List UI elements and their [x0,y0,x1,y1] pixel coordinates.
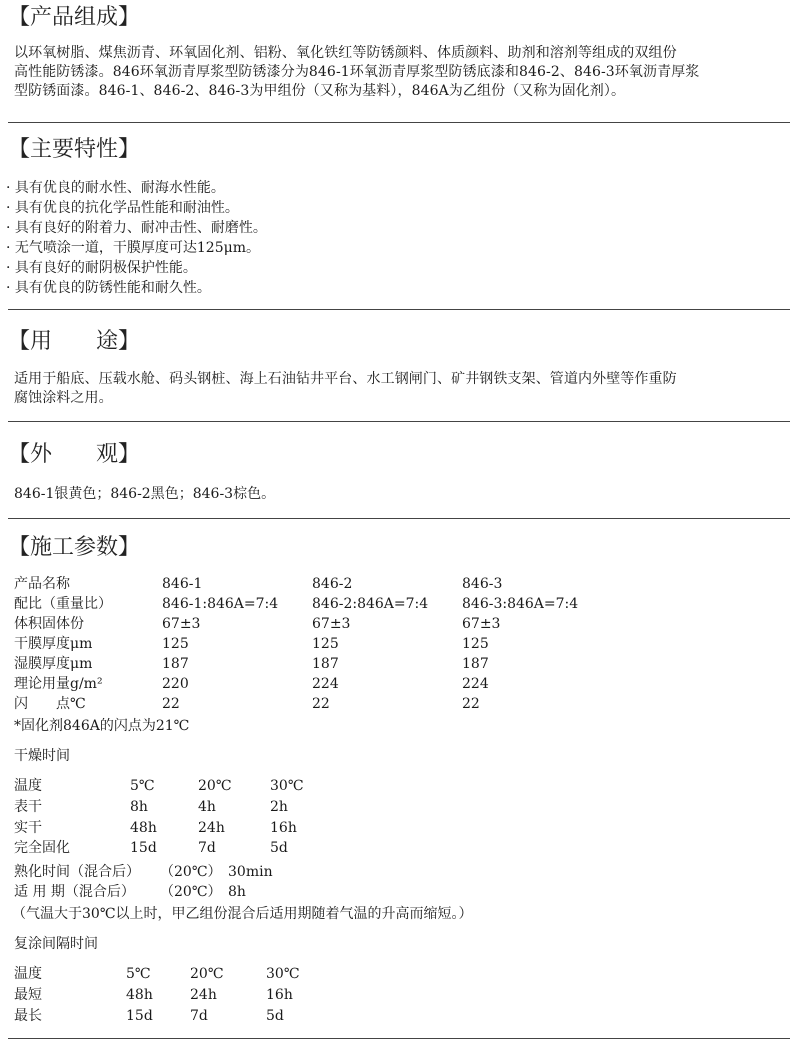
usage-line: 腐蚀涂料之用。 [14,390,113,406]
recoat-value: 48h [126,987,153,1003]
usage-line: 适用于船底、压载水舱、码头钢桩、海上石油钻井平台、水工钢闸门、矿井钢铁支架、管道内外壁等作重防 [14,371,677,387]
usage-text [14,370,794,408]
drying-label: 温度 [14,778,42,794]
drying-value: 15d [130,840,157,856]
recoat-value: 16h [266,987,293,1003]
recoat-value: 20℃ [190,966,224,982]
param-value: 846-1:846A=7:4 [162,596,279,612]
param-value: 22 [312,696,330,712]
param-label: 体积固体份 [14,616,84,632]
composition-text [14,44,794,101]
section-heading-features: 【主要特性】 [8,137,141,162]
param-value: 67±3 [462,616,501,632]
recoat-label: 最短 [14,987,42,1003]
drying-label: 实干 [14,820,42,836]
param-label: 干膜厚度μm [14,636,93,652]
drying-value: 2h [270,799,288,815]
recoat-value: 7d [190,1008,208,1024]
drying-value: 5d [270,840,288,856]
param-label: 产品名称 [14,576,70,592]
param-label: 理论用量g/m² [14,676,103,692]
cure-condition: （20℃） [160,864,222,880]
param-label: 闪 点℃ [14,696,86,712]
drying-value: 30℃ [270,778,304,794]
feature-item: · 具有良好的附着力、耐冲击性、耐磨性。 [6,220,267,236]
composition-line: 以环氧树脂、煤焦沥青、环氧固化剂、铝粉、氧化铁红等防锈颜料、体质颜料、助剂和溶剂等组成的双组份 [14,45,677,61]
param-label: 配比（重量比） [14,596,112,612]
drying-value: 48h [130,820,157,836]
cure-value: 30min [228,864,273,880]
param-value: 846-1 [162,576,203,592]
composition-line: 高性能防锈漆。846环氧沥青厚浆型防锈漆分为846-1环氧沥青厚浆型防锈底漆和846-2、846-3环氧沥青厚浆 [14,64,700,80]
cure-label: 适 用 期（混合后） [14,884,135,900]
section-divider [8,421,790,422]
param-value: 22 [162,696,180,712]
drying-value: 20℃ [198,778,232,794]
param-value: 224 [462,676,489,692]
param-value: 187 [312,656,339,672]
recoat-value: 5d [266,1008,284,1024]
recoat-label: 最长 [14,1008,42,1024]
recoat-value: 15d [126,1008,153,1024]
param-label: 湿膜厚度μm [14,656,93,672]
param-value: 125 [312,636,339,652]
drying-value: 8h [130,799,148,815]
feature-item: · 具有优良的抗化学品性能和耐油性。 [6,200,239,216]
cure-value: 8h [228,884,246,900]
param-value: 22 [462,696,480,712]
cure-condition: （20℃） [160,884,222,900]
drying-value: 24h [198,820,225,836]
feature-item: · 具有优良的耐水性、耐海水性能。 [6,180,225,196]
param-value: 220 [162,676,189,692]
param-value: 846-3 [462,576,503,592]
param-value: 846-2 [312,576,353,592]
section-divider [8,122,790,123]
param-value: 224 [312,676,339,692]
drying-value: 16h [270,820,297,836]
pot-life-note: （气温大于30℃以上时，甲乙组份混合后适用期随着气温的升高而缩短。） [12,906,473,922]
recoat-value: 24h [190,987,217,1003]
drying-label: 完全固化 [14,840,70,856]
recoat-interval-title: 复涂间隔时间 [14,936,98,952]
composition-line: 型防锈面漆。846-1、846-2、846-3为甲组份（又称为基料），846A为乙组份（又称为固化剂）。 [14,83,626,99]
section-divider [8,1038,790,1039]
param-value: 67±3 [162,616,201,632]
param-value: 846-2:846A=7:4 [312,596,429,612]
cure-label: 熟化时间（混合后） [14,864,140,880]
recoat-value: 30℃ [266,966,300,982]
section-divider [8,309,790,310]
flash-point-note: *固化剂846A的闪点为21℃ [14,718,190,734]
section-heading-usage: 【用 途】 [8,329,141,354]
section-heading-construction: 【施工参数】 [8,535,141,560]
recoat-value: 5℃ [126,966,151,982]
drying-label: 表干 [14,799,42,815]
section-heading-composition: 【产品组成】 [8,5,141,30]
param-value: 187 [462,656,489,672]
appearance-text: 846-1银黄色；846-2黑色；846-3棕色。 [14,486,276,502]
feature-item: · 具有良好的耐阴极保护性能。 [6,260,197,276]
param-value: 187 [162,656,189,672]
feature-item: · 无气喷涂一道，干膜厚度可达125μm。 [6,240,260,256]
drying-value: 7d [198,840,216,856]
param-value: 125 [162,636,189,652]
recoat-label: 温度 [14,966,42,982]
feature-item: · 具有优良的防锈性能和耐久性。 [6,280,211,296]
param-value: 846-3:846A=7:4 [462,596,579,612]
drying-value: 5℃ [130,778,155,794]
section-heading-appearance: 【外 观】 [8,442,141,467]
section-divider [8,518,790,519]
param-value: 125 [462,636,489,652]
drying-value: 4h [198,799,216,815]
param-value: 67±3 [312,616,351,632]
drying-time-title: 干燥时间 [14,748,70,764]
